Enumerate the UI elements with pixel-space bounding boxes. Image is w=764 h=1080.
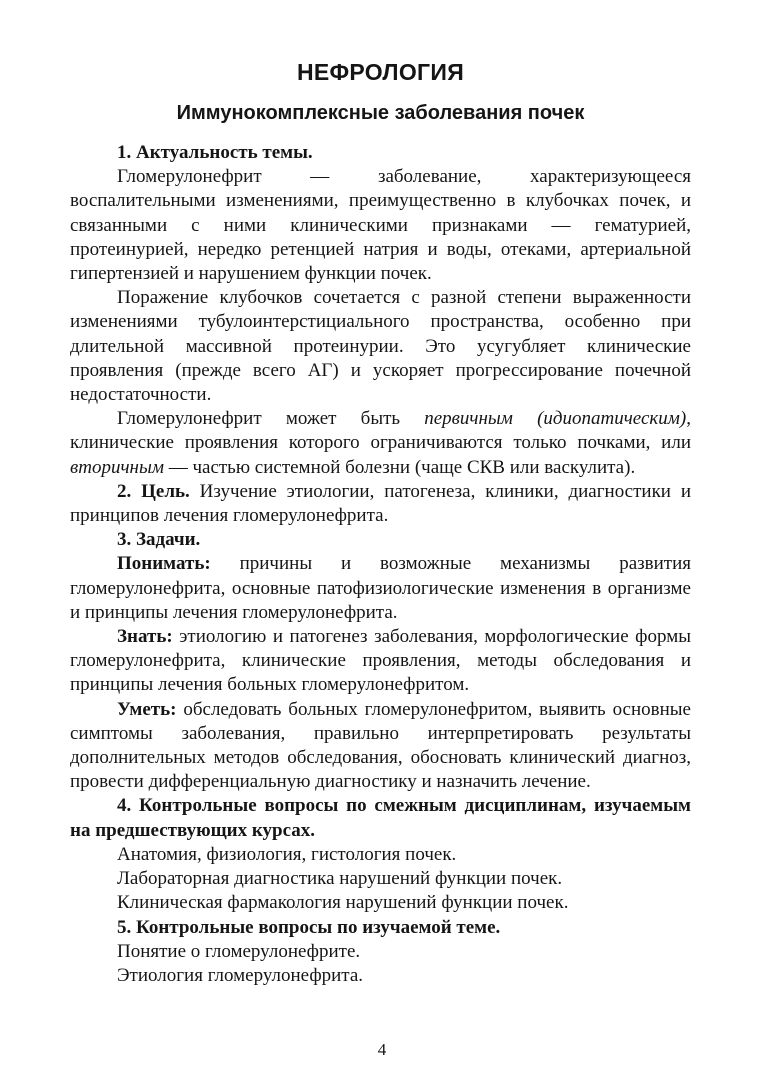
heading-goal: 2. Цель.	[117, 480, 190, 502]
term-primary: первичным (идиопатическим)	[424, 408, 687, 430]
document-body	[70, 141, 691, 988]
goal-paragraph: 2. Цель. Изучение этиологии, патогенеза, клиники, диагностики и принципов лечения гломерулонефрита.	[70, 480, 691, 527]
heading-relevance: 1. Актуальность темы.	[117, 142, 313, 163]
task-understand: Понимать: причины и возможные механизмы развития гломерулонефрита, основные патофизиологические изменения в организме и принципы лечения гломерулонефрита.	[70, 553, 691, 623]
page-number: 4	[377, 1040, 387, 1059]
list-item: Анатомия, физиология, гистология почек.	[117, 843, 457, 865]
list-item: Лабораторная диагностика нарушений функции почек.	[117, 868, 563, 890]
heading-tasks: 3. Задачи.	[117, 529, 201, 551]
relevance-paragraph-3: Гломерулонефрит может быть первичным (идиопатическим), клинические проявления которого ограничиваются только почками, или вторичным — частью системной болезни (чаще СКВ или васкулита).	[70, 408, 691, 478]
heading-related-questions: 4. Контрольные вопросы по смежным дисциплинам, изучаемым на предшествующих курсах.	[70, 795, 691, 841]
heading-topic-questions: 5. Контрольные вопросы по изучаемой теме.	[117, 916, 501, 938]
task-able: Уметь: обследовать больных гломерулонефритом, выявить основные симптомы заболевания, правильно интерпретировать результаты дополнительных методов обследования, обосновать клинический диагноз, провести дифференциальную диагностику и назначить лечение.	[70, 698, 691, 793]
task-know: Знать: этиологию и патогенез заболевания, морфологические формы гломерулонефрита, клинические проявления, методы обследования и принципы лечения больных гломерулонефритом.	[70, 626, 691, 696]
list-item: Этиология гломерулонефрита.	[117, 964, 364, 986]
list-item: Клиническая фармакология нарушений функции почек.	[117, 892, 569, 914]
term-secondary: вторичным	[70, 456, 164, 478]
relevance-paragraph-2: Поражение клубочков сочетается с разной степени выраженности изменениями тубулоинтерстициального пространства, особенно при длительной массивной протеинурии. Это усугубляет клинические проявления (прежде всего АГ) и ускоряет прогрессирование почечной недостаточности.	[70, 287, 691, 406]
relevance-paragraph-1: Гломерулонефрит — заболевание, характеризующееся воспалительными изменениями, преимущественно в клубочках почек, и связанными с ними клиническими признаками — гематурией, протеинурией, нередко ретенцией натрия и воды, отеками, артериальной гипертензией и нарушением функции почек.	[70, 166, 691, 285]
section-subtitle: Иммунокомплексные заболевания почек	[176, 102, 585, 124]
page-title: НЕФРОЛОГИЯ	[296, 59, 465, 85]
document-page	[70, 0, 691, 988]
list-item: Понятие о гломерулонефрите.	[117, 940, 361, 962]
